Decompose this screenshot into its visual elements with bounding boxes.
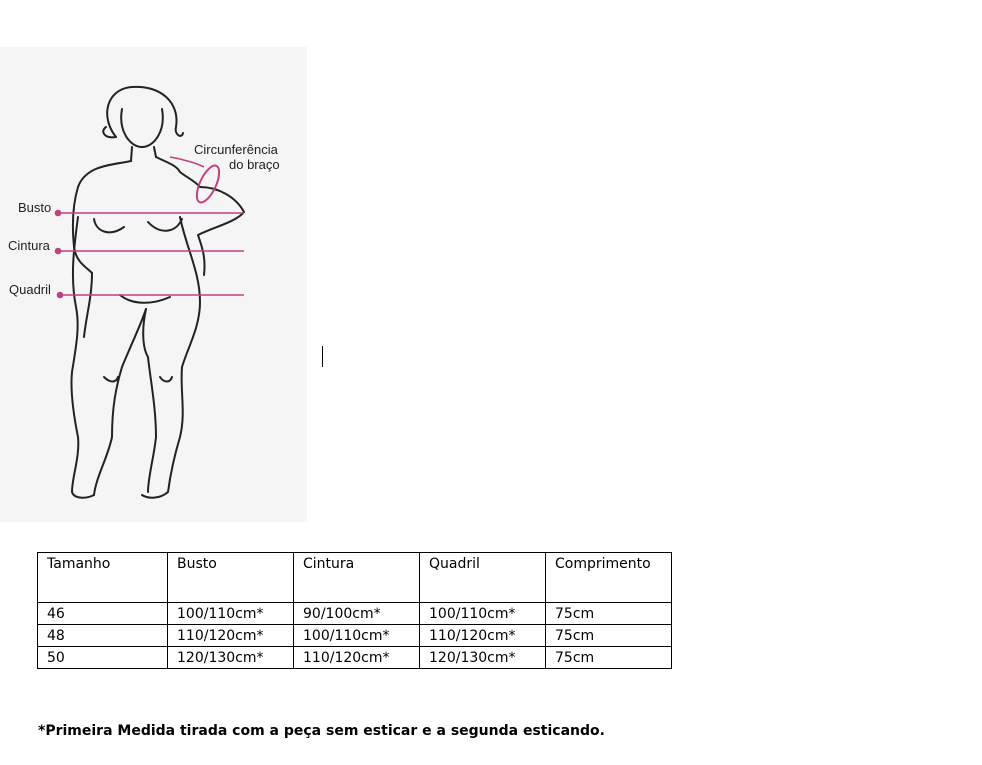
arm-circumference-label-line2: do braço bbox=[229, 157, 280, 172]
header-cell-size: Tamanho bbox=[38, 553, 168, 603]
table-cell: 110/120cm* bbox=[420, 625, 546, 647]
table-cell: 75cm bbox=[546, 625, 672, 647]
table-header-row bbox=[38, 553, 672, 603]
table-cell: 50 bbox=[38, 647, 168, 669]
header-cell-bust: Busto bbox=[168, 553, 294, 603]
text-cursor[interactable] bbox=[322, 346, 323, 367]
table-cell: 120/130cm* bbox=[168, 647, 294, 669]
size-table bbox=[37, 552, 672, 669]
waist-label: Cintura bbox=[8, 238, 50, 253]
arm-circumference-label-line1: Circunferência bbox=[194, 142, 278, 157]
table-cell: 120/130cm* bbox=[420, 647, 546, 669]
table-cell: 75cm bbox=[546, 603, 672, 625]
table-cell: 48 bbox=[38, 625, 168, 647]
table-cell: 90/100cm* bbox=[294, 603, 420, 625]
table-row bbox=[38, 647, 672, 669]
table-cell: 100/110cm* bbox=[294, 625, 420, 647]
bust-label: Busto bbox=[18, 200, 52, 215]
table-cell: 110/120cm* bbox=[294, 647, 420, 669]
table-cell: 100/110cm* bbox=[420, 603, 546, 625]
body-silhouette-image bbox=[0, 47, 307, 522]
header-cell-length: Comprimento bbox=[546, 553, 672, 603]
table-row bbox=[38, 603, 672, 625]
table-row bbox=[38, 625, 672, 647]
header-cell-hip: Quadril bbox=[420, 553, 546, 603]
body-measurement-illustration bbox=[0, 47, 307, 522]
header-cell-waist: Cintura bbox=[294, 553, 420, 603]
table-cell: 110/120cm* bbox=[168, 625, 294, 647]
table-cell: 75cm bbox=[546, 647, 672, 669]
hip-label: Quadril bbox=[9, 282, 51, 297]
measurement-footnote: *Primeira Medida tirada com a peça sem esticar e a segunda esticando. bbox=[38, 723, 605, 739]
table-cell: 100/110cm* bbox=[168, 603, 294, 625]
table-cell: 46 bbox=[38, 603, 168, 625]
